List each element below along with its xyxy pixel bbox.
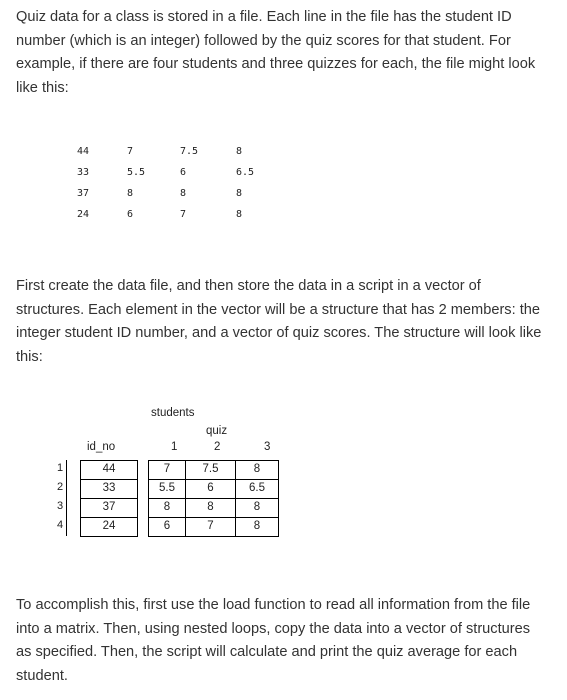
quiz-cell: 5.5 (148, 479, 186, 499)
data-file-cell: 8 (180, 188, 187, 199)
quiz-index-label: 2 (214, 441, 221, 453)
data-file-cell: 6.5 (236, 167, 255, 178)
quiz-cell: 6 (148, 517, 186, 537)
row-separator (66, 498, 67, 517)
structure-paragraph: First create the data file, and then store the data in a script in a vector of structures. Each element in the vector will be a structure that has 2 members: the integer student ID number, and a vector of quiz scores. The structure will look like this: (16, 278, 542, 365)
task-paragraph: To accomplish this, first use the load function to read all information from the file into a matrix. Then, using nested loops, copy the data into a vector of structures as specified. Then, the script will calculate and print the quiz average for each student. (16, 597, 531, 684)
quiz-cell: 7 (148, 460, 186, 480)
row-separator (66, 479, 67, 498)
quiz-cell: 6.5 (235, 479, 279, 499)
row-index: 1 (56, 462, 64, 474)
quiz-cell: 8 (235, 460, 279, 480)
row-separator (66, 460, 67, 479)
data-file-cell: 8 (236, 209, 243, 220)
data-file-cell: 8 (236, 146, 243, 157)
intro-paragraph: Quiz data for a class is stored in a file. Each line in the file has the student ID number (which is an integer) followed by the quiz scores for that student. For example, if there are four students and three quizzes for each, the file might look like this: (16, 9, 536, 96)
quiz-index-label: 1 (171, 441, 178, 453)
quiz-cell: 8 (148, 498, 186, 518)
data-file-cell: 24 (77, 209, 90, 220)
row-separator (66, 517, 67, 536)
data-file-cell: 8 (127, 188, 134, 199)
row-index: 3 (56, 500, 64, 512)
id-cell: 33 (80, 479, 138, 499)
quiz-cell: 8 (235, 498, 279, 518)
quiz-index-label: 3 (264, 441, 271, 453)
data-file-cell: 44 (77, 146, 90, 157)
data-file-cell: 5.5 (127, 167, 146, 178)
data-file-cell: 8 (236, 188, 243, 199)
quiz-cell: 8 (185, 498, 236, 518)
quiz-field-label: quiz (206, 425, 228, 437)
row-index: 2 (56, 481, 64, 493)
data-file-cell: 6 (127, 209, 134, 220)
quiz-cell: 7 (185, 517, 236, 537)
data-file-cell: 6 (180, 167, 187, 178)
id-cell: 44 (80, 460, 138, 480)
quiz-cell: 7.5 (185, 460, 236, 480)
quiz-cell: 8 (235, 517, 279, 537)
id-field-label: id_no (87, 441, 116, 453)
id-cell: 24 (80, 517, 138, 537)
row-index: 4 (56, 519, 64, 531)
quiz-cell: 6 (185, 479, 236, 499)
data-file-cell: 33 (77, 167, 90, 178)
data-file-cell: 7 (127, 146, 134, 157)
id-cell: 37 (80, 498, 138, 518)
data-file-cell: 7.5 (180, 146, 199, 157)
data-file-cell: 7 (180, 209, 187, 220)
struct-title: students (151, 407, 195, 419)
data-file-cell: 37 (77, 188, 90, 199)
